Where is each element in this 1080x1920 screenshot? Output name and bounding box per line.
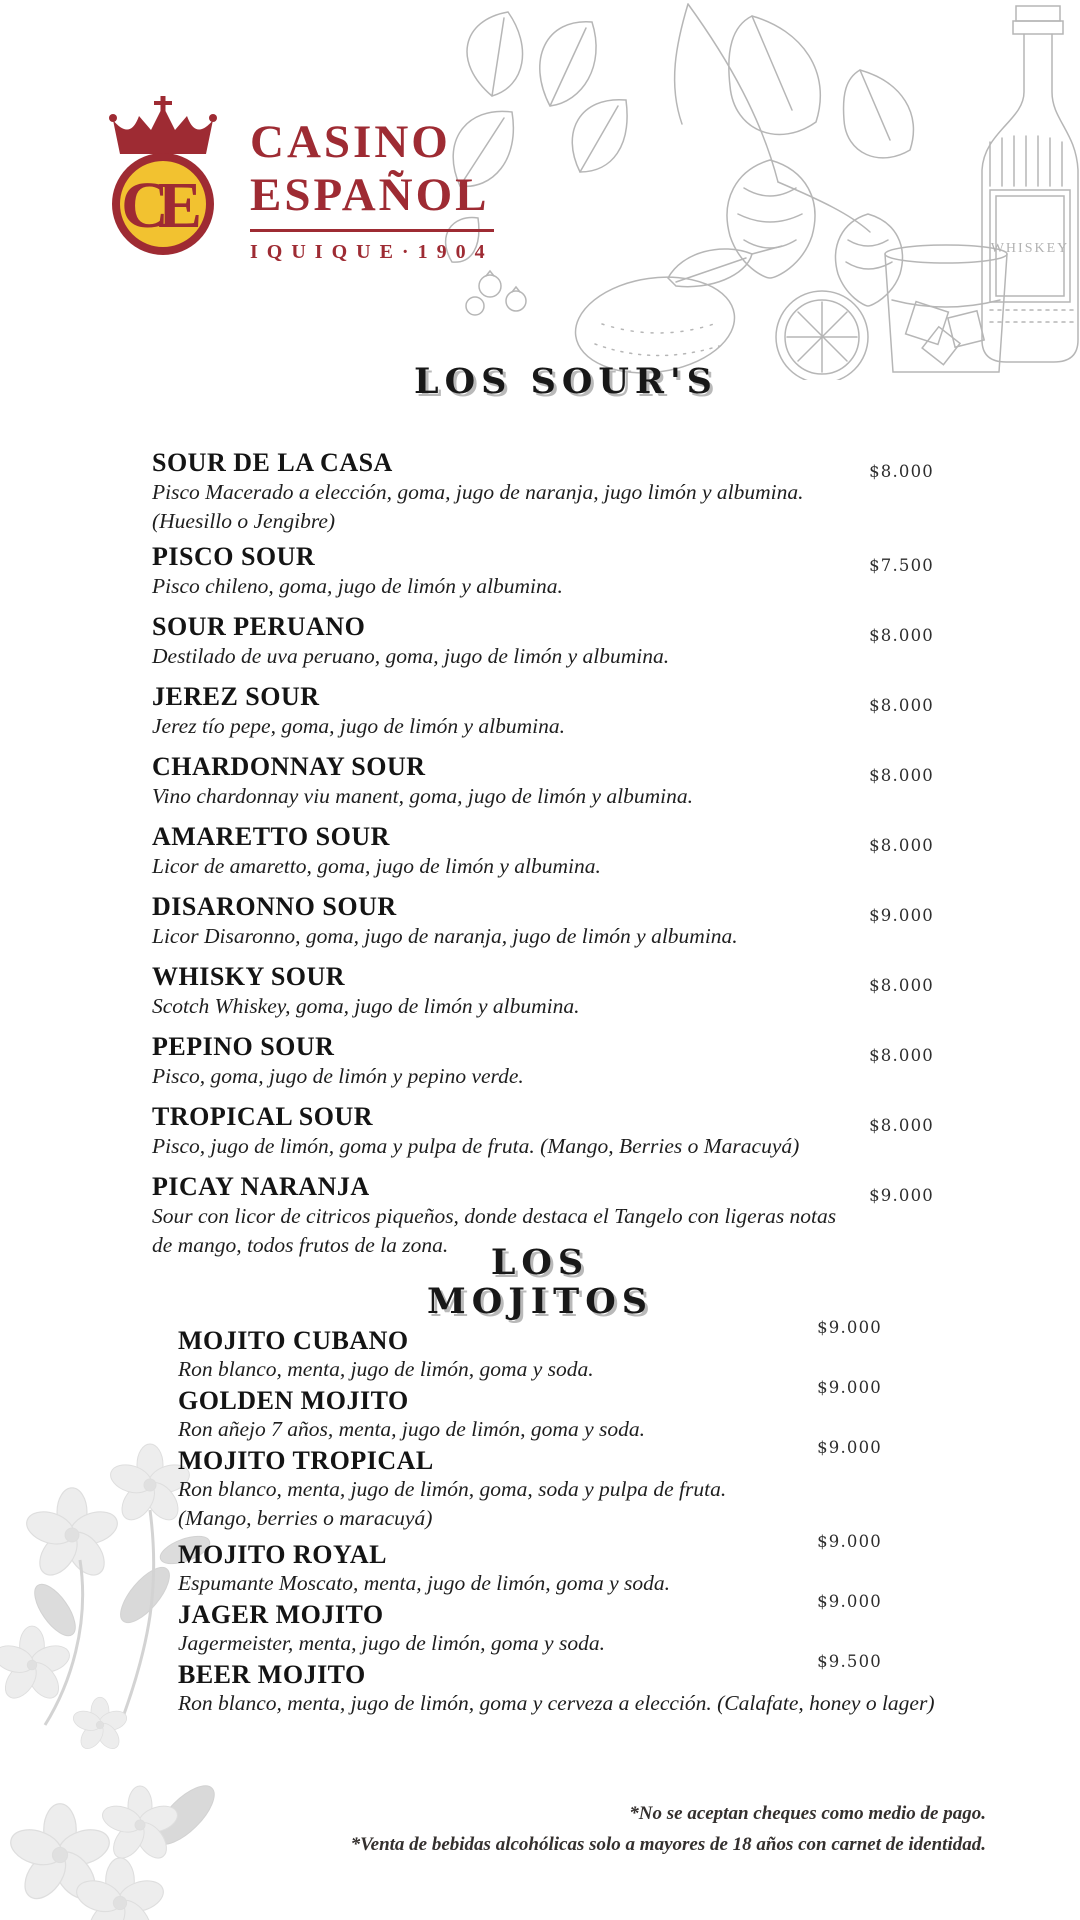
item-price: $9.000 [817,1438,882,1457]
item-price: $8.000 [869,976,934,995]
logo [98,94,494,264]
item-desc: Ron blanco, menta, jugo de limón, goma y soda. [178,1357,594,1381]
item-name: TROPICAL SOUR [152,1102,374,1131]
item-desc: Pisco, jugo de limón, goma y pulpa de fruta. (Mango, Berries o Maracuyá) [152,1134,800,1158]
menu-item [152,822,934,881]
item-name: MOJITO TROPICAL [178,1446,434,1475]
logo-name-line2: ESPAÑOL [250,169,490,221]
section-title-sours: LOS SOUR'S [414,361,718,402]
botanical-lines [446,4,1078,380]
item-desc: Destilado de uva peruano, goma, jugo de limón y albumina. [152,644,670,668]
item-price: $7.500 [869,556,934,575]
logo-text [250,116,494,264]
item-name: JAGER MOJITO [178,1600,384,1629]
item-name: PISCO SOUR [152,542,316,571]
item-price: $9.000 [817,1378,882,1397]
item-desc: (Huesillo o Jengibre) [152,509,336,533]
item-price: $9.000 [817,1592,882,1611]
item-desc: Pisco chileno, goma, jugo de limón y albumina. [152,574,563,598]
menu-item [152,892,934,951]
menu-item [178,1532,882,1598]
logo-tagline: IQUIQUE·1904 [250,241,494,263]
item-price: $9.000 [869,906,934,925]
menu-item [152,612,934,671]
section-title-mojitos [0,1243,1080,1321]
logo-emblem [98,94,228,260]
mojitos-list [178,1318,935,1720]
item-name: GOLDEN MOJITO [178,1386,409,1415]
item-desc: Sour con licor de citricos piqueños, donde destaca el Tangelo con ligeras notas [152,1204,837,1228]
menu-item [178,1592,882,1658]
item-desc: Pisco, goma, jugo de limón y pepino verde. [152,1064,524,1088]
menu-item [178,1652,935,1718]
menu-item [152,1102,934,1161]
botanical-illustration [430,0,1080,380]
menu-item [152,752,934,811]
item-desc: Licor Disaronno, goma, jugo de naranja, jugo de limón y albumina. [152,924,738,948]
item-price: $9.500 [817,1652,882,1671]
item-desc: Ron blanco, menta, jugo de limón, goma, soda y pulpa de fruta. [178,1477,727,1501]
menu-item [178,1378,882,1444]
item-name: MOJITO ROYAL [178,1540,387,1569]
item-name: MOJITO CUBANO [178,1326,409,1355]
item-price: $8.000 [869,462,934,481]
footer-note-2: *Venta de bebidas alcohólicas solo a mayores de 18 años con carnet de identidad. [350,1834,986,1855]
item-name: DISARONNO SOUR [152,892,397,921]
menu-item [152,448,934,536]
item-price: $9.000 [817,1532,882,1551]
menu-item [178,1438,882,1533]
item-price: $8.000 [869,696,934,715]
item-name: PEPINO SOUR [152,1032,335,1061]
logo-divider [250,229,494,232]
item-desc: Jerez tío pepe, goma, jugo de limón y albumina. [152,714,566,738]
item-price: $9.000 [869,1186,934,1205]
monogram-c: C [121,169,169,242]
item-name: AMARETTO SOUR [152,822,390,851]
item-name: CHARDONNAY SOUR [152,752,426,781]
item-price: $9.000 [817,1318,882,1337]
logo-name-line1: CASINO [250,116,451,168]
bottle-label-text: WHISKEY [990,241,1070,256]
item-desc: Ron blanco, menta, jugo de limón, goma y cerveza a elección. (Calafate, honey o lager) [178,1691,935,1715]
item-price: $8.000 [869,1046,934,1065]
item-desc: Ron añejo 7 años, menta, jugo de limón, goma y soda. [178,1417,645,1441]
item-desc: Jagermeister, menta, jugo de limón, goma y soda. [178,1631,605,1655]
item-desc: de mango, todos frutos de la zona. [152,1233,449,1257]
item-price: $8.000 [869,836,934,855]
sours-list [152,448,934,1266]
item-price: $8.000 [869,766,934,785]
menu-item [152,542,934,601]
item-desc: Licor de amaretto, goma, jugo de limón y albumina. [152,854,601,878]
item-name: PICAY NARANJA [152,1172,370,1201]
item-name: SOUR PERUANO [152,612,366,641]
footer-note-1: *No se aceptan cheques como medio de pago. [629,1803,986,1824]
item-desc: Vino chardonnay viu manent, goma, jugo de limón y albumina. [152,784,694,808]
menu-item [152,962,934,1021]
item-desc: Pisco Macerado a elección, goma, jugo de naranja, jugo limón y albumina. [152,480,804,504]
item-price: $8.000 [869,1116,934,1135]
footer-notes [166,1798,986,1860]
item-name: WHISKY SOUR [152,962,346,991]
item-name: SOUR DE LA CASA [152,448,393,477]
mojitos-title-line2: MOJITOS [427,1281,653,1322]
crown-icon [109,96,217,154]
item-desc: Espumante Moscato, menta, jugo de limón, goma y soda. [178,1571,671,1595]
mojitos-title-line1: LOS [490,1242,590,1283]
item-desc: Scotch Whiskey, goma, jugo de limón y albumina. [152,994,580,1018]
menu-item [178,1318,882,1384]
item-name: JEREZ SOUR [152,682,320,711]
menu-item [152,682,934,741]
item-name: BEER MOJITO [178,1660,366,1689]
menu-item [152,1032,934,1091]
monogram-e: E [157,169,203,242]
item-desc: (Mango, berries o maracuyá) [178,1506,433,1530]
item-price: $8.000 [869,626,934,645]
